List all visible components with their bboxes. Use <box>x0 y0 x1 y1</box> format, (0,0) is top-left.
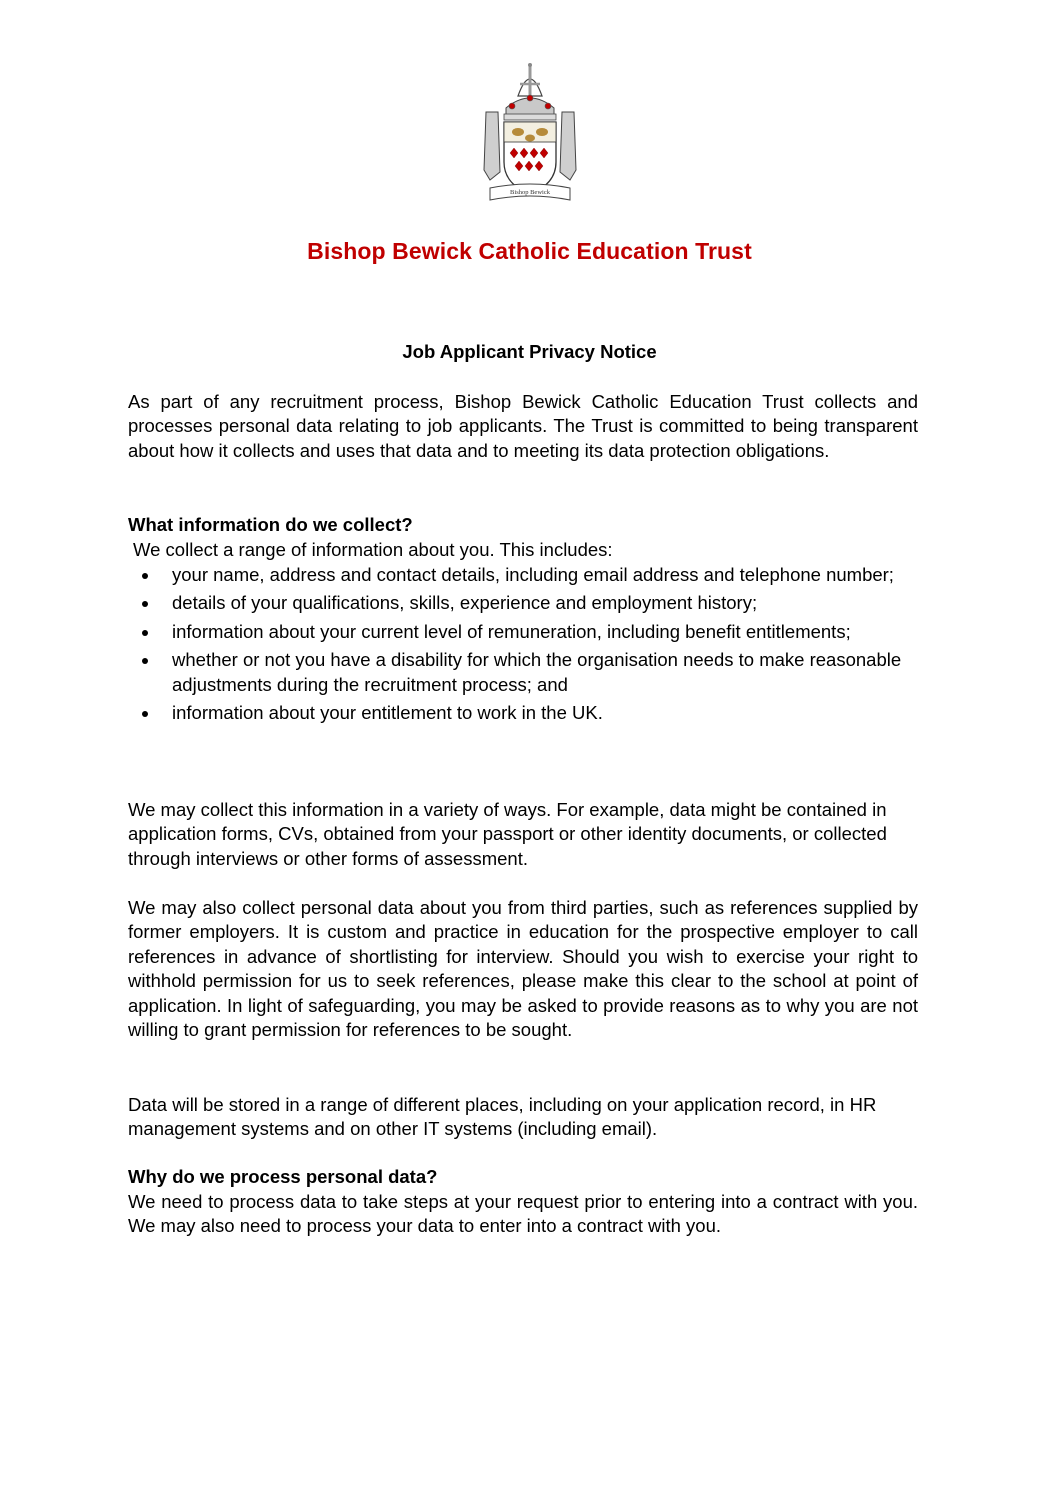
data-storage-paragraph: Data will be stored in a range of different places, including on your application record, in HR management systems and on other IT systems (including email). <box>128 1094 877 1140</box>
bullet-icon <box>142 630 148 636</box>
bullet-icon <box>142 573 148 579</box>
list-item: whether or not you have a disability for which the organisation needs to make reasonable adjustments during the recruitment process; and <box>128 648 928 697</box>
organisation-title: Bishop Bewick Catholic Education Trust <box>307 238 752 264</box>
crest-motto: Bishop Bewick <box>510 189 550 196</box>
section-heading-why: Why do we process personal data? <box>128 1166 438 1187</box>
collection-methods-paragraph: We may collect this information in a variety of ways. For example, data might be contained in application forms, CVs, obtained from your passport or other identity documents, or collected through interviews or other forms of assessment. <box>128 799 887 869</box>
section-heading-collect: What information do we collect? <box>128 514 413 535</box>
collect-lead-text: We collect a range of information about you. This includes: <box>133 539 613 560</box>
list-item: your name, address and contact details, including email address and telephone number; <box>128 563 928 587</box>
bullet-icon <box>142 711 148 717</box>
trust-crest-logo <box>476 62 584 212</box>
third-party-paragraph: We may also collect personal data about you from third parties, such as references supplied by former employers. It is custom and practice in education for the prospective employer to call references in advance of shortlisting for interview. Should you wish to exercise your right to withhold permission for us to seek references, please make this clear to the school at point of application. In light of safeguarding, you may be asked to provide reasons as to why you are not willing to grant permission for references to be sought. <box>128 897 918 1041</box>
why-process-paragraph: We need to process data to take steps at your request prior to entering into a contract with you. We may also need to process your data to enter into a contract with you. <box>128 1191 918 1237</box>
intro-paragraph: As part of any recruitment process, Bishop Bewick Catholic Education Trust collects and processes personal data relating to job applicants. The Trust is committed to being transparent about how it collects and uses that data and to meeting its data protection obligations. <box>128 391 918 461</box>
list-item: information about your entitlement to work in the UK. <box>128 701 928 725</box>
list-item: details of your qualifications, skills, experience and employment history; <box>128 591 928 615</box>
document-title: Job Applicant Privacy Notice <box>402 341 657 362</box>
bullet-icon <box>142 601 148 607</box>
list-item: information about your current level of remuneration, including benefit entitlements; <box>128 620 928 644</box>
collected-info-list <box>128 563 928 729</box>
bullet-icon <box>142 658 148 664</box>
